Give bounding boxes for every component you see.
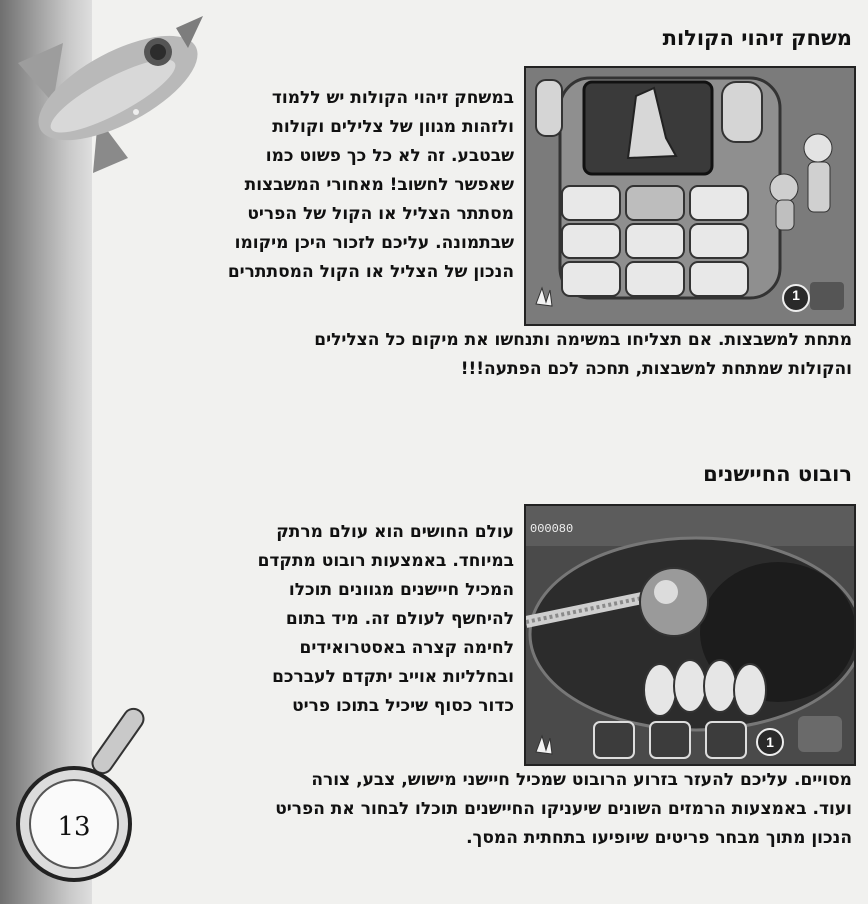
text-line: ועוד. באמצעות הרמזים השונים שיעניקו החיישנים תוכלו לבחור את הפריט (275, 799, 852, 819)
page-number: 13 (57, 812, 91, 842)
text-line: הנכון של הצליל או הקול המסתתרים (227, 262, 514, 282)
section-title-sensor-robot: רובוט החיישנים (703, 462, 852, 486)
sensor-robot-scene (526, 506, 854, 764)
magnifier-icon (4, 700, 164, 900)
sound-game-scene (526, 68, 854, 324)
text-line: שבתמונה. עליכם לזכור היכן מיקומו (234, 233, 514, 253)
text-line: המכיל חיישנים מגוונים תוכלו (288, 580, 514, 600)
text-line: ובחלליות אוייב יתקדם לעברכם (272, 667, 514, 687)
sound-game-badge: 1 (792, 287, 800, 303)
sound-game-screenshot (524, 66, 856, 326)
section2-text-full (275, 766, 852, 853)
text-line: הנכון מתוך מבחר פריטים שיופיעו בתחתית המסך. (466, 828, 852, 848)
text-line: מתחת למשבצות. אם תצליחו במשימה ותנחשו את מיקום כל הצלילים (314, 330, 852, 350)
text-line: והקולות שמתחת למשבצות, תחכה לכם הפתעה!!! (460, 359, 852, 379)
text-line: שאפשר לחשוב! מאחורי המשבצות (244, 175, 514, 195)
text-line: להיחשף לעולם זה. מיד בתום (285, 609, 514, 629)
sensor-robot-badge: 1 (766, 734, 774, 750)
score-counter: 000080 (530, 522, 574, 536)
text-line: במיוחד. באמצעות רובוט מתקדם (257, 551, 514, 571)
text-line: ולזהות מגוון של צלילים וקולות (272, 117, 514, 137)
text-line: במשחק זיהוי הקולות יש ללמוד (271, 88, 514, 108)
sensor-robot-screenshot (524, 504, 856, 766)
section2-text-column (258, 518, 514, 721)
text-line: כדור כסוף שיכיל בתוכו פריט (292, 696, 514, 716)
section1-text-full (314, 326, 852, 384)
text-line: שבטבע. זה לא כל כך פשוט כמו (265, 146, 514, 166)
section-title-sound-game: משחק זיהוי הקולות (662, 26, 852, 50)
text-line: עולם החושים הוא עולם מרתק (276, 522, 514, 542)
text-line: מסתתר הצליל או הקול של הפריט (247, 204, 514, 224)
section1-text-column (228, 84, 514, 287)
text-line: מסויים. עליכם להעזר בזרוע הרובוט שמכיל חיישני מישוש, צבע, צורה (311, 770, 852, 790)
rocket-illustration (8, 8, 208, 183)
text-line: לחימה קצרה באסטרואידים (299, 638, 514, 658)
